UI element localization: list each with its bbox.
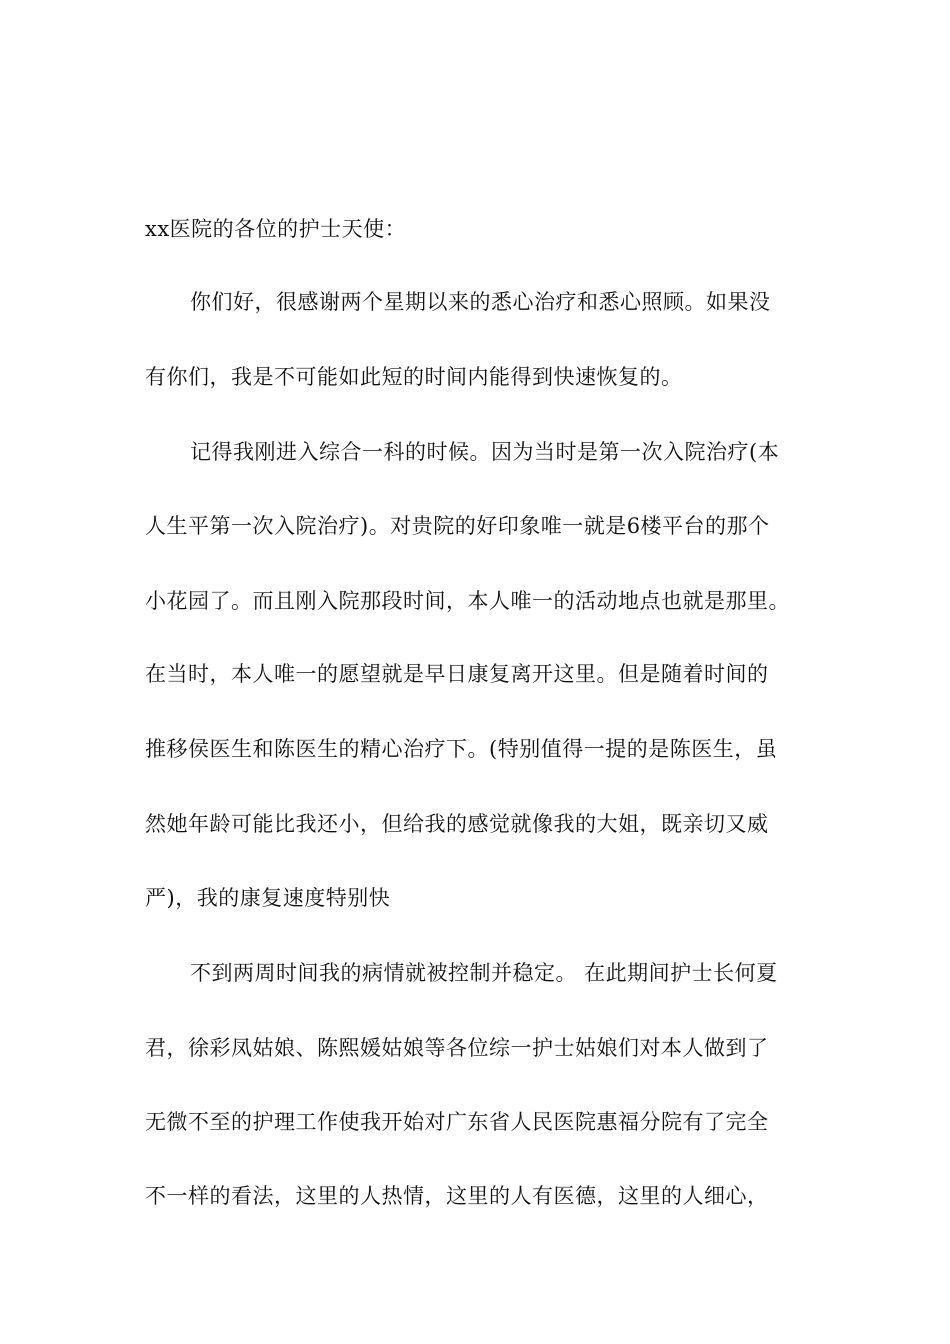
paragraph-line: 君，徐彩凤姑娘、陈熙媛姑娘等各位综一护士姑娘们对本人做到了 (145, 1036, 769, 1060)
paragraph-line: 无微不至的护理工作使我开始对广东省人民医院惠福分院有了完全 (145, 1110, 769, 1134)
paragraph-line: 推移侯医生和陈医生的精心治疗下。(特别值得一提的是陈医生，虽 (145, 737, 778, 761)
paragraph-line: 有你们，我是不可能如此短的时间内能得到快速恢复的。 (145, 365, 683, 389)
paragraph-line: 记得我刚进入综合一科的时候。因为当时是第一次入院治疗(本 (190, 440, 780, 464)
paragraph-line: 然她年龄可能比我还小，但给我的感觉就像我的大姐，既亲切又威 (145, 812, 769, 836)
paragraph-line: 你们好，很感谢两个星期以来的悉心治疗和悉心照顾。如果没 (190, 290, 771, 314)
paragraph-line: 不到两周时间我的病情就被控制并稳定。 在此期间护士长何夏 (190, 961, 778, 985)
letter-salutation: xx医院的各位的护士天使： (145, 217, 407, 241)
paragraph-line: 严)，我的康复速度特别快 (145, 886, 391, 910)
paragraph-line: 不一样的看法，这里的人热情，这里的人有医德，这里的人细心， (145, 1184, 769, 1208)
paragraph-line: 在当时，本人唯一的愿望就是早日康复离开这里。但是随着时间的 (145, 662, 769, 686)
paragraph-line: 人生平第一次入院治疗)。对贵院的好印象唯一就是6楼平台的那个 (145, 514, 770, 538)
paragraph-line: 小花园了。而且刚入院那段时间，本人唯一的活动地点也就是那里。 (145, 589, 790, 613)
